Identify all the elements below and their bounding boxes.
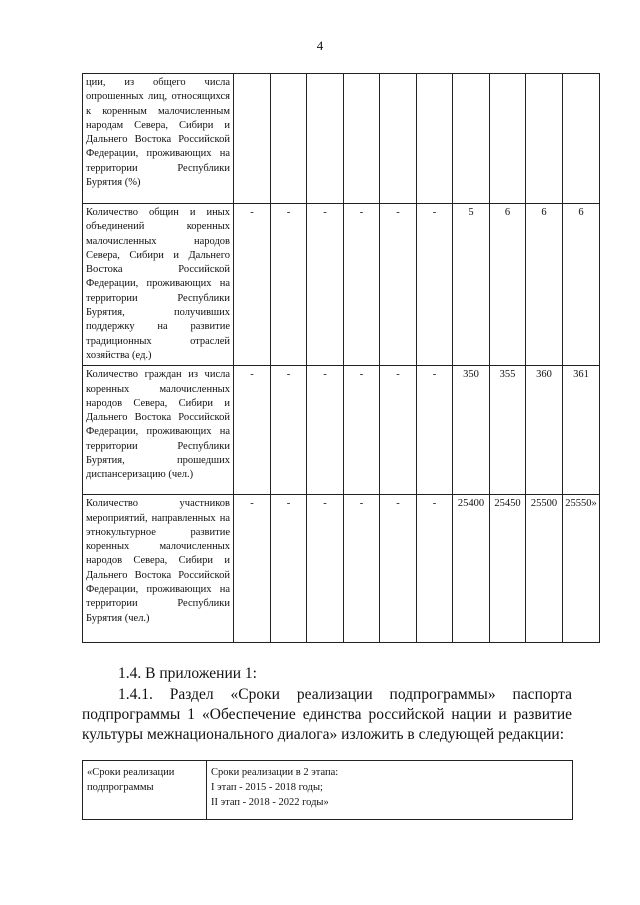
indicator-value: - — [234, 204, 271, 366]
indicator-value: - — [234, 366, 271, 495]
indicator-label: Количество граждан из числа коренных малочисленных народов Севера, Сибири и Дальнего Востока Российской Федерации, проживающих на территории Республики Бурятия, прошедших диспансеризацию (чел.) — [83, 366, 234, 495]
paragraph-1-4: 1.4. В приложении 1: — [118, 665, 257, 682]
indicator-value: - — [344, 495, 380, 643]
indicator-value: 25400 — [453, 495, 490, 643]
indicator-value — [307, 74, 344, 204]
indicator-value — [234, 74, 271, 204]
indicator-value: - — [307, 204, 344, 366]
indicator-value: - — [380, 366, 417, 495]
indicator-value: - — [417, 204, 453, 366]
indicator-value: - — [307, 495, 344, 643]
indicator-label: ции, из общего числа опрошенных лиц, относящихся к коренным малочисленным народам Севера, Сибири и Дальнего Востока Российской Федерации, проживающих на территории Республики Бурятия (%) — [83, 74, 234, 204]
indicator-value: 6 — [526, 204, 563, 366]
table-row — [83, 366, 600, 495]
indicator-value: 6 — [563, 204, 600, 366]
indicator-value — [490, 74, 526, 204]
indicator-value: 361 — [563, 366, 600, 495]
indicators-table — [82, 73, 600, 643]
indicator-value: 6 — [490, 204, 526, 366]
indicator-value: - — [417, 366, 453, 495]
indicator-label: Количество участников мероприятий, направленных на этнокультурное развитие коренных малочисленных народов Севера, Сибири и Дальнего Востока Российской Федерации, проживающих на территории Республики Бурятия (чел.) — [83, 495, 234, 643]
table-row — [83, 74, 600, 204]
indicator-value: 360 — [526, 366, 563, 495]
indicator-value: - — [271, 366, 307, 495]
table-row — [83, 204, 600, 366]
indicator-value: - — [234, 495, 271, 643]
indicator-value — [271, 74, 307, 204]
indicator-value: 25550» — [563, 495, 600, 643]
indicator-value: - — [380, 204, 417, 366]
paragraph-1-4-1: 1.4.1. Раздел «Сроки реализации подпрограммы» паспорта подпрограммы 1 «Обеспечение единства российской нации и развитие культуры межнационального диалога» изложить в следующей редакции: — [82, 686, 572, 743]
indicator-value: 5 — [453, 204, 490, 366]
indicator-value — [526, 74, 563, 204]
indicator-label: Количество общин и иных объединений коренных малочисленных народов Севера, Сибири и Дальнего Востока Российской Федерации, проживающих на территории Республики Бурятия, получивших поддержку на развитие традиционных отраслей хозяйства (ед.) — [83, 204, 234, 366]
indicator-value: - — [271, 204, 307, 366]
indicator-value — [453, 74, 490, 204]
indicator-value — [380, 74, 417, 204]
indicator-value: - — [344, 366, 380, 495]
table-row — [83, 495, 600, 643]
indicator-value — [417, 74, 453, 204]
terms-label-cell: «Сроки реализации подпрограммы — [83, 761, 207, 820]
terms-line-3: II этап - 2018 - 2022 годы» — [211, 797, 329, 808]
indicator-value: 25450 — [490, 495, 526, 643]
indicator-value: - — [344, 204, 380, 366]
indicator-value: 350 — [453, 366, 490, 495]
indicator-value: - — [417, 495, 453, 643]
indicator-value: 25500 — [526, 495, 563, 643]
indicator-value — [344, 74, 380, 204]
terms-table — [82, 760, 573, 820]
page-number: 4 — [316, 38, 324, 53]
indicator-value: - — [380, 495, 417, 643]
indicator-value: - — [271, 495, 307, 643]
indicator-value: - — [307, 366, 344, 495]
terms-line-1: Сроки реализации в 2 этапа: — [211, 767, 339, 778]
indicator-value: 355 — [490, 366, 526, 495]
terms-value-cell — [207, 761, 573, 820]
terms-row — [83, 761, 573, 820]
indicator-value — [563, 74, 600, 204]
terms-line-2: I этап - 2015 - 2018 годы; — [211, 782, 323, 793]
